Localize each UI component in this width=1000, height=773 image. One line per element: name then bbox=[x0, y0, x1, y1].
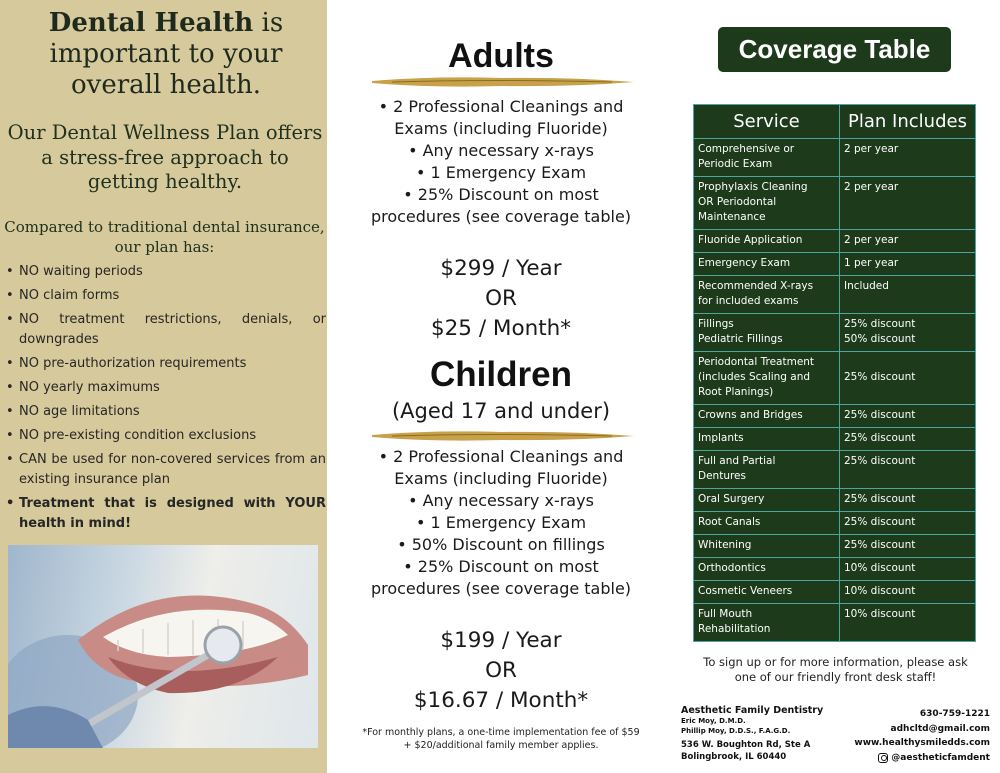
left-panel bbox=[0, 0, 327, 773]
table-row bbox=[694, 276, 976, 314]
plan-cell: 25% discount 50% discount bbox=[840, 314, 976, 352]
service-cell: Whitening bbox=[694, 535, 840, 558]
column-header-plan: Plan Includes bbox=[840, 105, 976, 139]
service-cell: Orthodontics bbox=[694, 558, 840, 581]
contact-info bbox=[840, 707, 990, 768]
coverage-title: Coverage Table bbox=[718, 27, 951, 72]
benefit-item: • NO treatment restrictions, denials, or downgrades bbox=[4, 310, 326, 350]
address-line: Bolingbrook, IL 60440 bbox=[681, 752, 787, 762]
service-cell: Recommended X-rays for included exams bbox=[694, 276, 840, 314]
instagram-handle: @aestheticfamdent bbox=[891, 752, 990, 763]
table-row bbox=[694, 405, 976, 428]
service-cell: Root Canals bbox=[694, 512, 840, 535]
adults-benefit-item: • 2 Professional Cleanings and Exams (including Fluoride) bbox=[378, 97, 624, 138]
benefit-item: • CAN be used for non-covered services from an existing insurance plan bbox=[4, 450, 326, 490]
service-cell: Prophylaxis Cleaning OR Periodontal Maintenance bbox=[694, 177, 840, 230]
benefits-list bbox=[4, 262, 326, 538]
table-row bbox=[694, 512, 976, 535]
service-cell: Cosmetic Veneers bbox=[694, 581, 840, 604]
children-benefit-item: • Any necessary x-rays bbox=[408, 491, 594, 510]
benefit-item-emphasis: • Treatment that is designed with YOUR health in mind! bbox=[4, 494, 326, 534]
plan-cell: 25% discount bbox=[840, 405, 976, 428]
benefit-item: • NO yearly maximums bbox=[4, 378, 326, 398]
plan-cell: 10% discount bbox=[840, 604, 976, 642]
monthly-footnote: *For monthly plans, a one-time implementation fee of $59 + $20/additional family member applies. bbox=[362, 727, 640, 751]
table-row bbox=[694, 581, 976, 604]
children-benefit-item: • 1 Emergency Exam bbox=[415, 513, 587, 532]
table-row bbox=[694, 428, 976, 451]
adults-benefit-item: • Any necessary x-rays bbox=[408, 141, 594, 160]
coverage-table bbox=[693, 104, 976, 642]
children-benefits bbox=[360, 446, 642, 600]
table-row bbox=[694, 558, 976, 581]
service-cell: Fillings Pediatric Fillings bbox=[694, 314, 840, 352]
gold-brush-divider bbox=[372, 428, 634, 444]
children-price-or: OR bbox=[485, 658, 517, 683]
plan-cell: 2 per year bbox=[840, 177, 976, 230]
table-row bbox=[694, 489, 976, 512]
email-address: adhcltd@gmail.com bbox=[890, 723, 990, 734]
plan-cell: Included bbox=[840, 276, 976, 314]
benefit-item: • NO pre-authorization requirements bbox=[4, 354, 326, 374]
subheadline: Our Dental Wellness Plan offers a stress-free approach to getting healthy. bbox=[7, 121, 323, 193]
smile-photo-illustration bbox=[8, 545, 318, 748]
table-row bbox=[694, 535, 976, 558]
service-cell: Full Mouth Rehabilitation bbox=[694, 604, 840, 642]
headline-rest: is important to your overall health. bbox=[49, 8, 284, 100]
instagram-icon bbox=[878, 753, 888, 763]
adults-benefit-item: • 25% Discount on most procedures (see coverage table) bbox=[370, 185, 632, 226]
smile-photo bbox=[8, 545, 318, 748]
practice-name: Aesthetic Family Dentistry bbox=[681, 705, 824, 716]
table-row bbox=[694, 139, 976, 177]
headline bbox=[6, 8, 326, 101]
table-row bbox=[694, 451, 976, 489]
service-cell: Full and Partial Dentures bbox=[694, 451, 840, 489]
service-cell: Emergency Exam bbox=[694, 253, 840, 276]
doctor-name: Eric Moy, D.M.D. bbox=[681, 717, 746, 725]
table-row bbox=[694, 177, 976, 230]
plan-cell: 10% discount bbox=[840, 581, 976, 604]
plan-cell: 25% discount bbox=[840, 512, 976, 535]
children-price-month: $16.67 / Month* bbox=[413, 688, 589, 713]
phone-number: 630-759-1221 bbox=[919, 709, 990, 719]
benefit-item: • NO pre-existing condition exclusions bbox=[4, 426, 326, 446]
practice-info bbox=[681, 704, 831, 763]
plan-cell: 25% discount bbox=[840, 489, 976, 512]
benefit-item: • NO waiting periods bbox=[4, 262, 326, 282]
website: www.healthysmiledds.com bbox=[854, 738, 990, 748]
adults-title: Adults bbox=[448, 37, 554, 75]
coverage-header-row bbox=[694, 105, 976, 139]
plan-cell: 2 per year bbox=[840, 230, 976, 253]
adults-price-or: OR bbox=[485, 286, 517, 311]
service-cell: Comprehensive or Periodic Exam bbox=[694, 139, 840, 177]
compared-heading: Compared to traditional dental insurance, our plan has: bbox=[4, 218, 325, 256]
signup-note: To sign up or for more information, please ask one of our friendly front desk staff! bbox=[703, 655, 968, 684]
children-subtitle: (Aged 17 and under) bbox=[391, 399, 611, 423]
plan-cell: 25% discount bbox=[840, 428, 976, 451]
table-row bbox=[694, 314, 976, 352]
plan-cell: 25% discount bbox=[840, 451, 976, 489]
plan-cell: 10% discount bbox=[840, 558, 976, 581]
children-benefit-item: • 2 Professional Cleanings and Exams (including Fluoride) bbox=[378, 447, 624, 488]
plan-cell: 1 per year bbox=[840, 253, 976, 276]
service-cell: Fluoride Application bbox=[694, 230, 840, 253]
doctor-name: Phillip Moy, D.D.S., F.A.G.D. bbox=[681, 726, 791, 735]
gold-brush-divider bbox=[372, 74, 634, 90]
adults-price-month: $25 / Month* bbox=[430, 316, 572, 341]
adults-price-year: $299 / Year bbox=[440, 256, 562, 281]
instagram-handle-row bbox=[878, 751, 990, 766]
adults-benefit-item: • 1 Emergency Exam bbox=[415, 163, 587, 182]
children-benefit-item: • 50% Discount on fillings bbox=[397, 535, 605, 554]
benefit-item: • NO age limitations bbox=[4, 402, 326, 422]
service-cell: Periodontal Treatment (includes Scaling and Root Planings) bbox=[694, 352, 840, 405]
plan-cell: 25% discount bbox=[840, 352, 976, 405]
table-row bbox=[694, 604, 976, 642]
benefit-item: • NO claim forms bbox=[4, 286, 326, 306]
address-line: 536 W. Boughton Rd, Ste A bbox=[681, 740, 811, 750]
service-cell: Implants bbox=[694, 428, 840, 451]
column-header-service: Service bbox=[694, 105, 840, 139]
plan-cell: 2 per year bbox=[840, 139, 976, 177]
service-cell: Oral Surgery bbox=[694, 489, 840, 512]
children-price-year: $199 / Year bbox=[440, 628, 562, 653]
plan-cell: 25% discount bbox=[840, 535, 976, 558]
children-benefit-item: • 25% Discount on most procedures (see coverage table) bbox=[370, 557, 632, 598]
table-row bbox=[694, 230, 976, 253]
table-row bbox=[694, 352, 976, 405]
headline-bold: Dental Health bbox=[48, 8, 254, 38]
children-title: Children bbox=[430, 355, 572, 394]
adults-benefits bbox=[360, 96, 642, 228]
table-row bbox=[694, 253, 976, 276]
service-cell: Crowns and Bridges bbox=[694, 405, 840, 428]
